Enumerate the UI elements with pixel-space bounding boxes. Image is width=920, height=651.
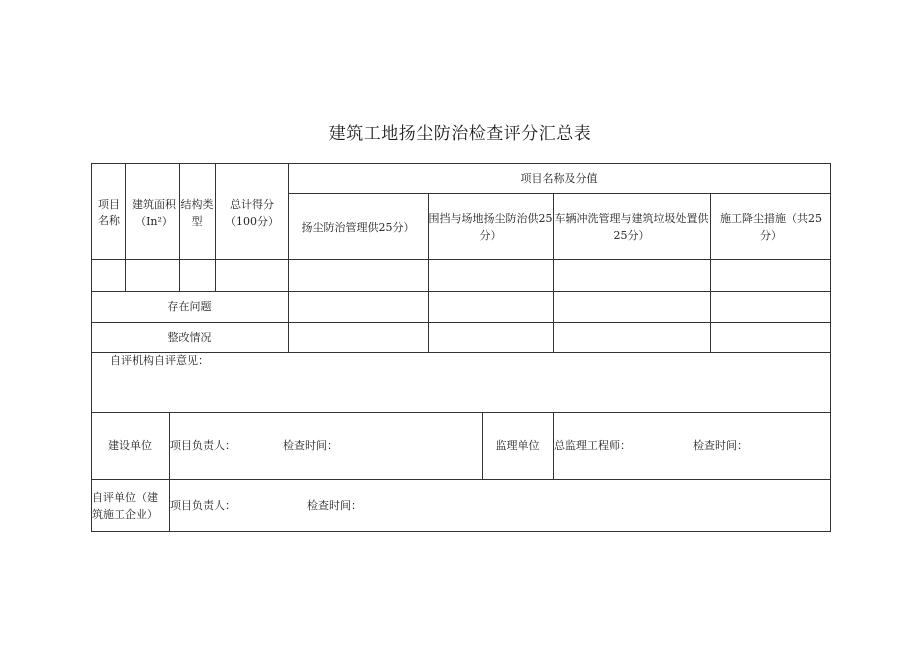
project-manager-label: 项目负责人： — [170, 499, 236, 512]
check-time-label: 检查时间： — [307, 499, 362, 512]
row-rectify-label: 整改情况 — [167, 330, 212, 344]
chief-engineer-label: 总监理工程师： — [554, 439, 631, 452]
table-rule — [91, 479, 831, 480]
check-time-label: 检查时间： — [283, 439, 338, 452]
table-rule — [169, 412, 170, 532]
header-project-name: 项目名称 — [98, 198, 120, 227]
header-group: 项目名称及分值 — [520, 172, 598, 185]
table-rule — [288, 193, 830, 194]
header-item-2: 围挡与场地扬尘防治供25分） — [428, 212, 553, 242]
table-rule — [91, 412, 831, 413]
table-rule — [91, 259, 831, 260]
project-manager-label: 项目负责人： — [170, 439, 236, 452]
header-item-4: 施工降尘措施（共25分） — [720, 212, 822, 242]
table-rule — [125, 163, 126, 291]
self-eval-opinion-label: 自评机构自评意见： — [110, 354, 209, 367]
self-eval-unit-label: 自评单位（建筑施工企业） — [92, 491, 158, 521]
header-structure-type: 结构类型 — [180, 198, 214, 228]
header-item-1: 扬尘防治管理供25分） — [301, 220, 415, 234]
table-rule — [215, 163, 216, 291]
construction-unit-label: 建设单位 — [108, 439, 152, 452]
table-rule — [710, 193, 711, 352]
page-title: 建筑工地扬尘防治检查评分汇总表 — [328, 124, 592, 144]
header-building-area: 建筑面积（In²） — [132, 198, 176, 228]
header-total-score: 总计得分（100分） — [225, 198, 279, 228]
supervision-unit-label: 监理单位 — [495, 439, 540, 452]
header-item-3: 车辆冲洗管理与建筑垃圾处置供25分） — [554, 212, 709, 242]
check-time-label: 检查时间： — [693, 439, 748, 452]
row-issues-label: 存在问题 — [167, 300, 212, 313]
